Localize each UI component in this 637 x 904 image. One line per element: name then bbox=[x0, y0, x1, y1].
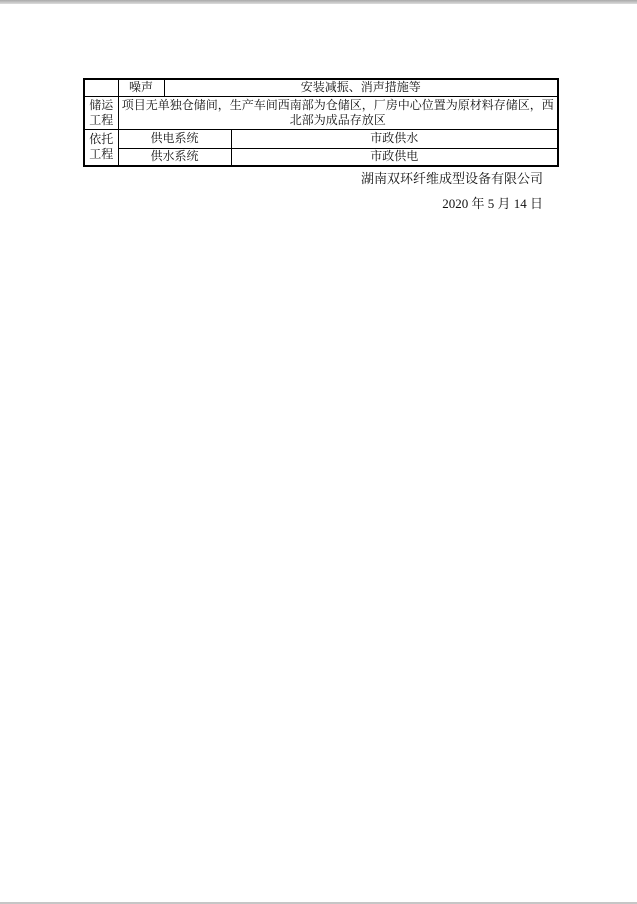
table-row-storage bbox=[84, 96, 558, 129]
empty-category-cell bbox=[84, 79, 118, 96]
company-name: 湖南双环纤维成型设备有限公司 bbox=[360, 171, 543, 186]
power-source-cell: 市政供水 bbox=[231, 129, 558, 148]
table-row-power-supply bbox=[84, 129, 558, 148]
table-row-noise bbox=[84, 79, 558, 96]
document-date: 2020 年 5 月 14 日 bbox=[442, 196, 543, 211]
noise-label-cell: 噪声 bbox=[118, 79, 164, 96]
support-category-cell: 依托工程 bbox=[84, 129, 118, 166]
storage-description-cell: 项目无单独仓储间，生产车间西南部为仓储区，厂房中心位置为原材料存储区，西北部为成品存放区 bbox=[118, 96, 558, 129]
water-system-cell: 供水系统 bbox=[118, 148, 231, 166]
signature-block bbox=[361, 170, 543, 212]
project-overview-table bbox=[83, 78, 559, 167]
noise-measure-cell: 安装减振、消声措施等 bbox=[164, 79, 558, 96]
table-row-water-supply bbox=[84, 148, 558, 166]
power-system-cell: 供电系统 bbox=[118, 129, 231, 148]
storage-category-cell: 储运工程 bbox=[84, 96, 118, 129]
water-source-cell: 市政供电 bbox=[231, 148, 558, 166]
page-top-edge bbox=[0, 0, 637, 4]
